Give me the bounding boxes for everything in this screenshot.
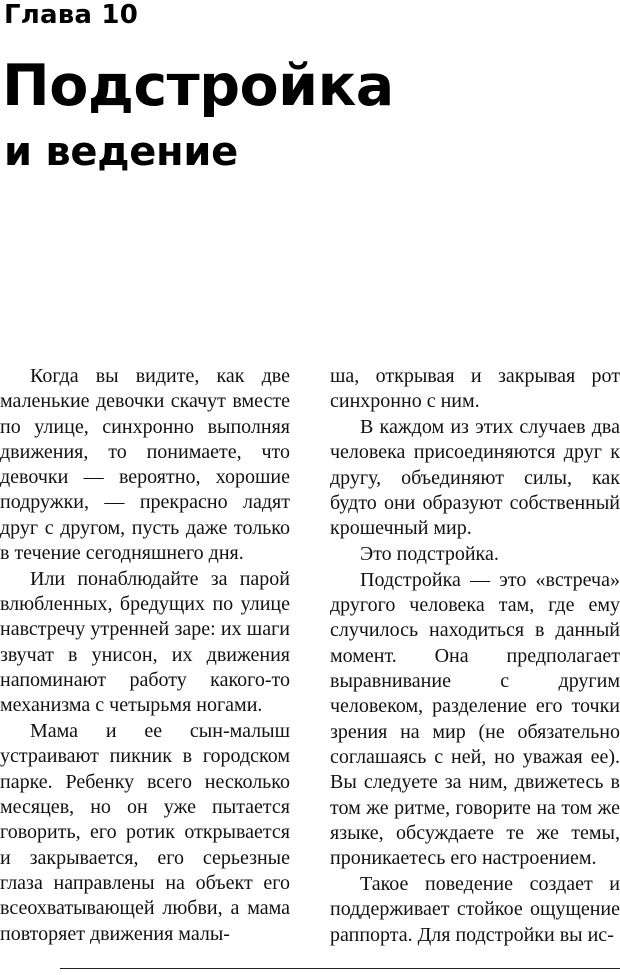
paragraph: Мама и ее сын-малыш устраивают пикник в городском парке. Ребенку всего несколько месяцев, но он уже пытается говорить, его ротик открывается и закрывается, его серьезные глаза направлены на объект его всеохватывающей любви, а мама повторяет движения малы- [0, 720, 290, 945]
chapter-title-line-1: Подстройка [2, 53, 394, 119]
paragraph: Когда вы видите, как две маленькие девочки скачут вместе по улице, синхронно выполняя движения, то понимаете, что девочки — вероятно, хорошие подружки, — прекрасно ладят друг с другом, пусть даже только в течение сегодняшнего дня. [0, 365, 290, 565]
left-text-column [0, 364, 290, 947]
paragraph: Или понаблюдайте за парой влюбленных, бредущих по улице навстречу утренней заре: их шаги звучат в унисон, их движения напоминают работу какого-то механизма с четырьмя ногами. [0, 567, 290, 717]
bottom-rule [60, 968, 620, 969]
paragraph: Такое поведение создает и поддерживает стойкое ощущение раппорта. Для подстройки вы ис- [330, 872, 620, 946]
paragraph: Это подстройка. [360, 543, 499, 566]
chapter-title-line-2: и ведение [4, 129, 238, 175]
paragraph-continuation: ша, открывая и закрывая рот синхронно с ним. [330, 365, 620, 413]
paragraph: Подстройка — это «встреча» другого человека там, где ему случилось находиться в данный момент. Она предполагает выравнивание с другим человеком, разделение его точки зрения на мир (не обязательно соглашаясь с ней, но уважая ее). Вы следуете за ним, движетесь в том же ритме, говорите на том же языке, обсуждаете те же темы, проникаетесь его настроением. [330, 568, 620, 870]
paragraph: В каждом из этих случаев два человека присоединяются друг к другу, объединяют силы, как будто они образуют собственный крошечный мир. [330, 416, 620, 540]
right-text-column [330, 364, 620, 948]
chapter-label: Глава 10 [4, 0, 138, 30]
